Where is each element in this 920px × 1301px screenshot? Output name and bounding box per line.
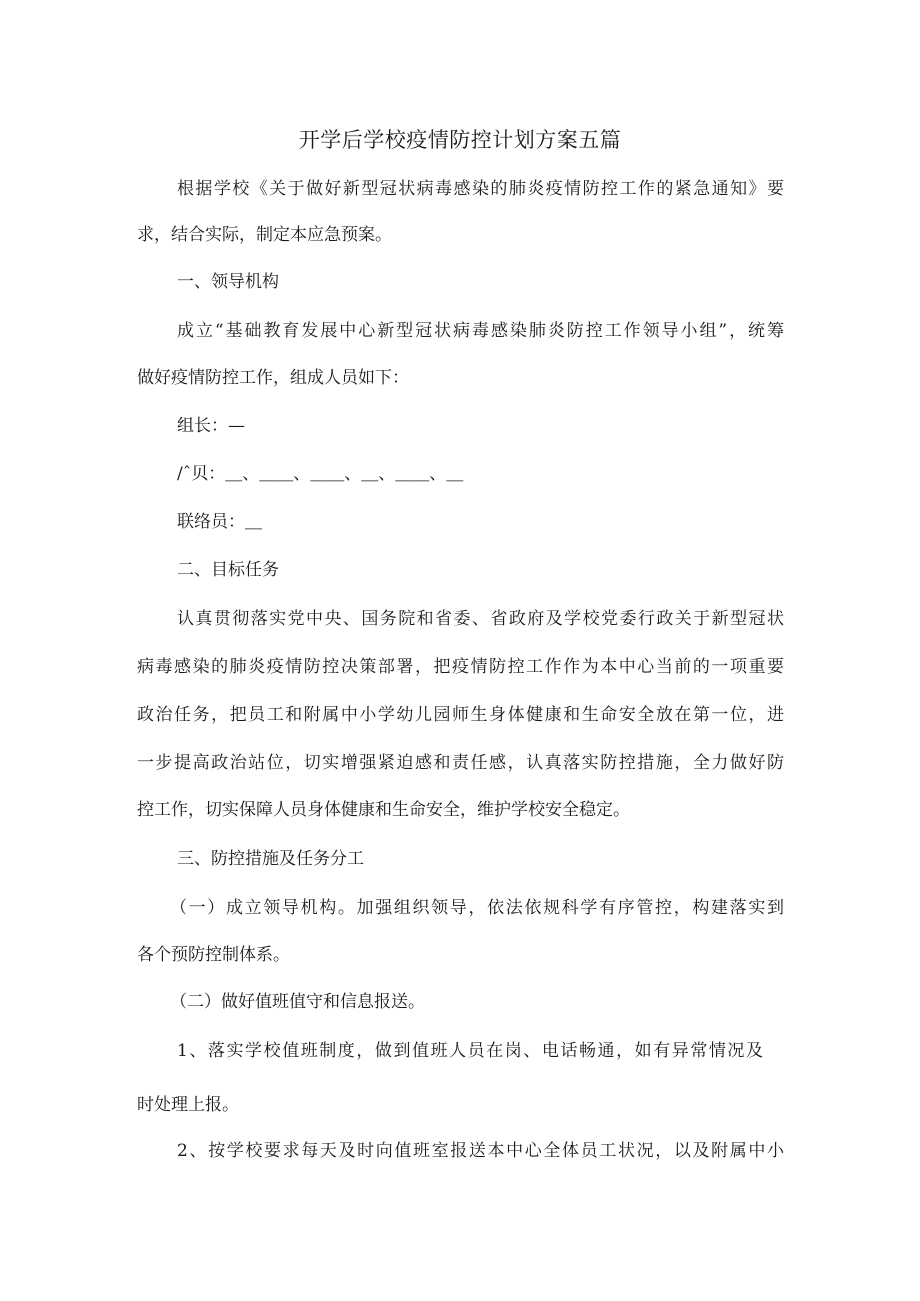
subsection-heading: （二）做好值班值守和信息报送。 (170, 992, 425, 1012)
paragraph-line: 时处理上报。 (137, 1095, 239, 1115)
paragraph-line: /ˆ贝：＿、＿＿、＿＿、＿、＿＿、＿ (177, 464, 464, 484)
section-heading: 二、目标任务 (177, 560, 279, 580)
paragraph-line: 2、按学校要求每天及时向值班室报送本中心全体员工状况，以及附属中小 (177, 1141, 784, 1161)
paragraph-line: 求，结合实际，制定本应急预案。 (137, 225, 392, 245)
document-title: 开学后学校疫情防控计划方案五篇 (298, 128, 622, 152)
paragraph-line: 成立“基础教育发展中心新型冠状病毒感染肺炎防控工作领导小组”，统筹 (177, 321, 784, 341)
section-heading: 一、领导机构 (177, 272, 279, 292)
paragraph-line: 根据学校《关于做好新型冠状病毒感染的肺炎疫情防控工作的紧急通知》要 (177, 179, 784, 199)
paragraph-line: 控工作，切实保障人员身体健康和生命安全，维护学校安全稳定。 (137, 800, 630, 820)
paragraph-line: 组长：— (177, 416, 245, 436)
paragraph-line: 一步提高政治站位，切实增强紧迫感和责任感，认真落实防控措施，全力做好防 (137, 753, 784, 773)
paragraph-line: （一）成立领导机构。加强组织领导，依法依规科学有序管控，构建落实到 (170, 898, 784, 918)
paragraph-line: 做好疫情防控工作，组成人员如下： (137, 368, 409, 388)
paragraph-line: 联络员：＿ (177, 512, 262, 532)
paragraph-line: 病毒感染的肺炎疫情防控决策部署，把疫情防控工作作为本中心当前的一项重要 (137, 657, 784, 677)
paragraph-line: 认真贯彻落实党中央、国务院和省委、省政府及学校党委行政关于新型冠状 (177, 609, 784, 629)
paragraph-line: 政治任务，把员工和附属中小学幼儿园师生身体健康和生命安全放在第一位，进 (137, 705, 784, 725)
paragraph-line: 1、落实学校值班制度，做到值班人员在岗、电话畅通，如有异常情况及 (177, 1041, 763, 1061)
paragraph-line: 各个预防控制体系。 (137, 945, 290, 965)
section-heading: 三、防控措施及任务分工 (177, 849, 364, 869)
